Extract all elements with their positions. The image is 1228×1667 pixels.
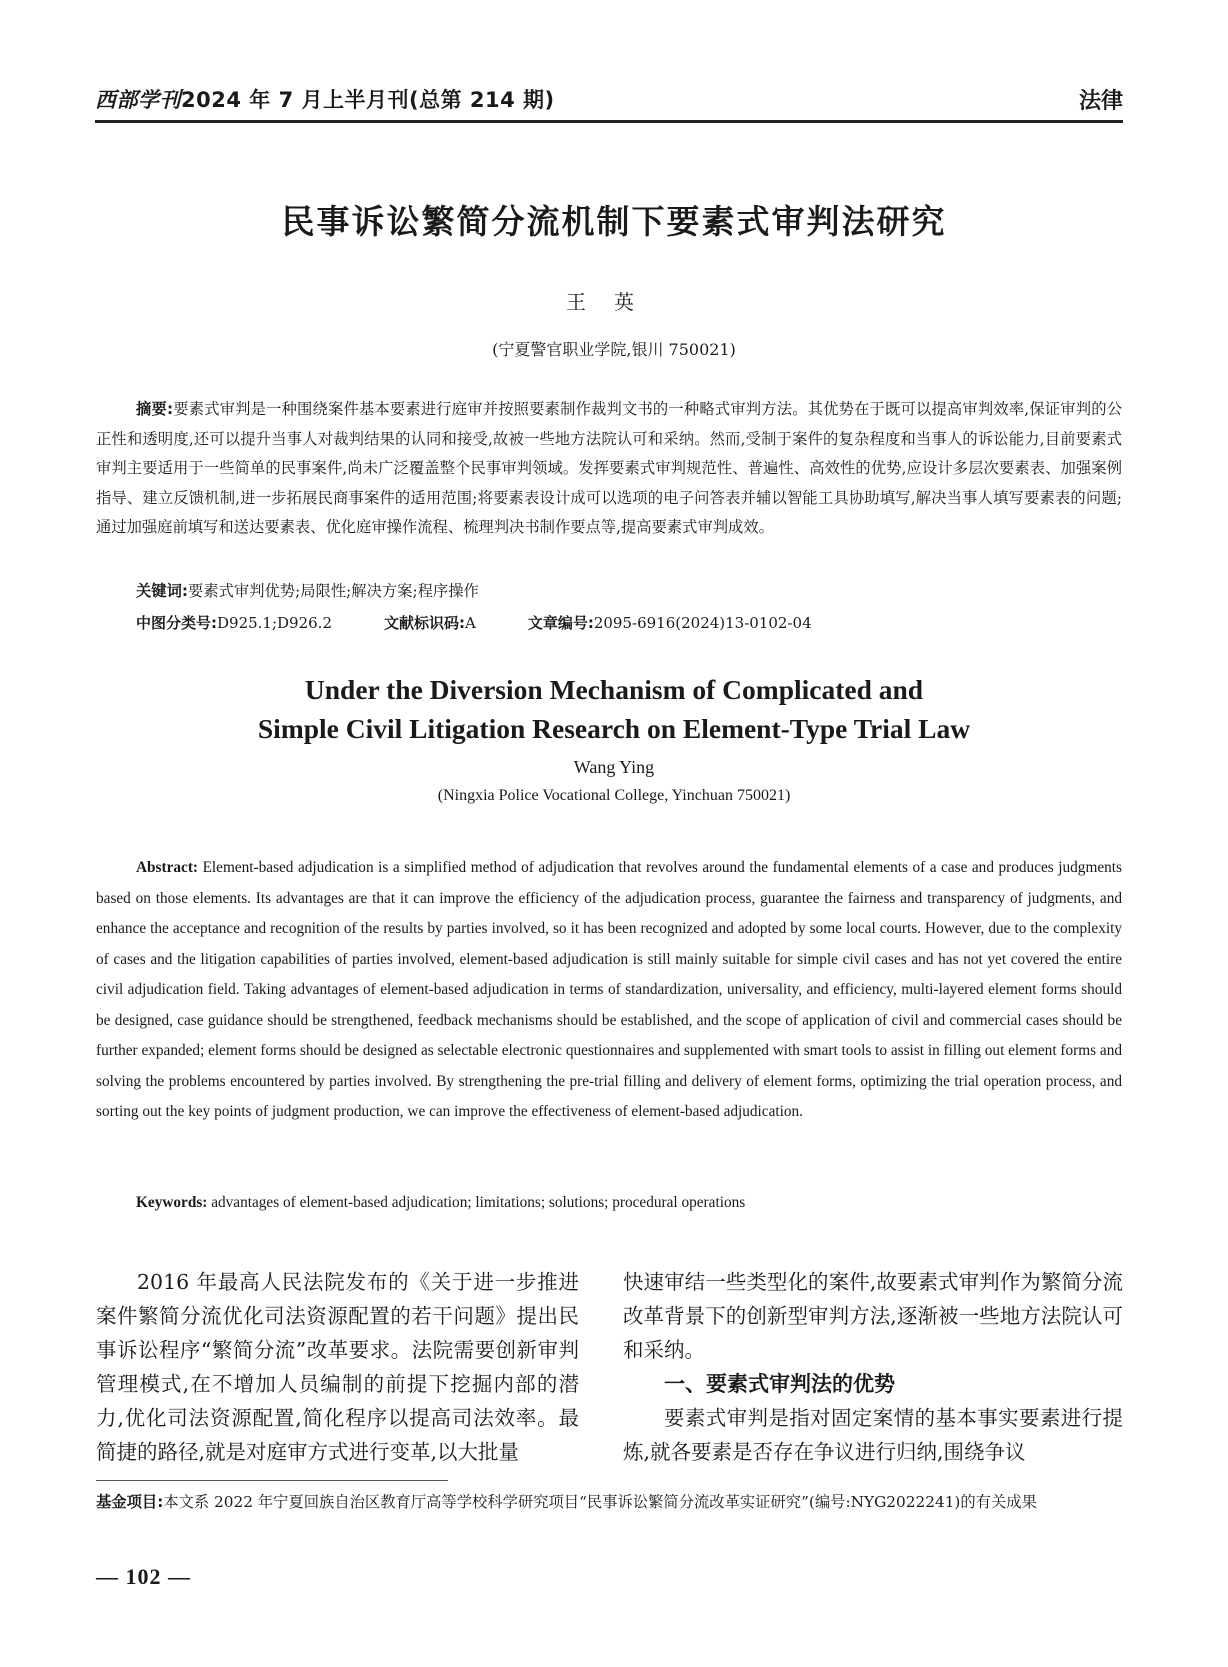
clc-value: D925.1;D926.2	[217, 614, 332, 632]
article-number-value: 2095-6916(2024)13-0102-04	[593, 614, 812, 632]
abstract-en	[96, 853, 1122, 1128]
abstract-en-text: Element-based adjudication is a simplified method of adjudication that revolves around the fundamental elements of a case and produces judgments based on those elements. Its advantages are that it can improve the efficiency of the adjudication process, guarantee the fairness and transparency of judgments, and enhance the acceptance and recognition of the results by parties involved, so it has been recognized and adopted by some local courts. However, due to the complexity of cases and the litigation capabilities of parties involved, element-based adjudication is still mainly suitable for simple civil cases and has not yet covered the entire civil adjudication field. Taking advantages of element-based adjudication in terms of standardization, universality, and efficiency, multi-layered element forms should be designed, case guidance should be strengthened, feedback mechanisms should be established, and the scope of application of civil and commercial cases should be further expanded; element forms should be designed as selectable electronic questionnaires and supplemented with smart tools to assist in filling out element forms and solving the problems encountered by parties involved. By strengthening the pre-trial filling and delivery of element forms, optimizing the trial operation process, and sorting out the key points of judgment production, we can improve the effectiveness of element-based adjudication.	[96, 859, 1122, 1120]
page-number: — 102 —	[96, 1564, 191, 1589]
abstract-en-label: Abstract:	[136, 859, 199, 876]
footnote	[96, 1488, 1122, 1517]
title-en	[0, 670, 1228, 748]
article-number-label: 文章编号:	[527, 614, 594, 632]
abstract-cn-text: 要素式审判是一种围绕案件基本要素进行庭审并按照要素制作裁判文书的一种略式审判方法。其优势在于既可以提高审判效率,保证审判的公正性和透明度,还可以提升当事人对裁判结果的认同和接受,故被一些地方法院认可和采纳。然而,受制于案件的复杂程度和当事人的诉讼能力,目前要素式审判主要适用于一些简单的民事案件,尚未广泛覆盖整个民事审判领域。发挥要素式审判规范性、普遍性、高效性的优势,应设计多层次要素表、加强案例指导、建立反馈机制,进一步拓展民商事案件的适用范围;将要素表设计成可以选项的电子问答表并辅以智能工具协助填写,解决当事人填写要素表的问题;通过加强庭前填写和送达要素表、优化庭审操作流程、梳理判决书制作要点等,提高要素式审判成效。	[96, 400, 1122, 537]
footnote-rule	[96, 1480, 448, 1481]
title-en-line2: Simple Civil Litigation Research on Element-Type Trial Law	[257, 713, 971, 744]
abstract-cn	[96, 395, 1122, 543]
doc-code-label: 文献标识码:	[384, 614, 465, 632]
author-cn: 王英	[566, 290, 662, 314]
header-rule	[95, 120, 1123, 123]
author-en: Wang Ying	[573, 757, 655, 777]
section-name: 法律	[1078, 89, 1123, 114]
affiliation-en: (Ningxia Police Vocational College, Yinchuan 750021)	[437, 787, 791, 804]
body-paragraph: 2016 年最高人民法院发布的《关于进一步推进案件繁简分流优化司法资源配置的若干问题》提出民事诉讼程序“繁简分流”改革要求。法院需要创新审判管理模式,在不增加人员编制的前提下挖掘内部的潜力,优化司法资源配置,简化程序以提高司法效率。最简捷的路径,就是对庭审方式进行变革,以大批量	[96, 1270, 579, 1464]
keywords-en-text: advantages of element-based adjudication; limitations; solutions; procedural operations	[211, 1194, 746, 1211]
body-paragraph: 快速审结一些类型化的案件,故要素式审判作为繁简分流改革背景下的创新型审判方法,逐渐被一些地方法院认可和采纳。	[623, 1270, 1123, 1362]
footnote-label: 基金项目:	[96, 1493, 164, 1511]
footnote-text: 本文系 2022 年宁夏回族自治区教育厅高等学校科学研究项目“民事诉讼繁简分流改革实证研究”(编号:NYG2022241)的有关成果	[163, 1493, 1037, 1511]
journal-logo: 西部学刊	[95, 87, 181, 112]
affiliation-cn: (宁夏警官职业学院,银川 750021)	[492, 340, 736, 359]
doc-code-value: A	[465, 614, 476, 632]
body-column-left	[96, 1265, 579, 1469]
classification-row	[136, 612, 812, 633]
keywords-cn-text: 要素式审判优势;局限性;解决方案;程序操作	[188, 582, 479, 600]
running-header	[95, 84, 555, 114]
keywords-en-label: Keywords:	[136, 1194, 208, 1211]
keywords-cn-label: 关键词:	[136, 582, 189, 600]
clc-label: 中图分类号:	[136, 614, 217, 632]
keywords-cn	[136, 579, 479, 601]
title-en-line1: Under the Diversion Mechanism of Complicated and	[304, 674, 924, 705]
body-paragraph: 要素式审判是指对固定案情的基本事实要素进行提炼,就各要素是否存在争议进行归纳,围绕争议	[623, 1406, 1123, 1464]
body-column-right	[623, 1265, 1123, 1469]
section-heading: 一、要素式审判法的优势	[664, 1372, 895, 1396]
issue-info: 2024 年 7 月上半月刊(总第 214 期)	[181, 88, 555, 112]
keywords-en	[136, 1194, 745, 1212]
title-cn: 民事诉讼繁简分流机制下要素式审判法研究	[281, 202, 947, 241]
abstract-cn-label: 摘要:	[136, 400, 174, 418]
